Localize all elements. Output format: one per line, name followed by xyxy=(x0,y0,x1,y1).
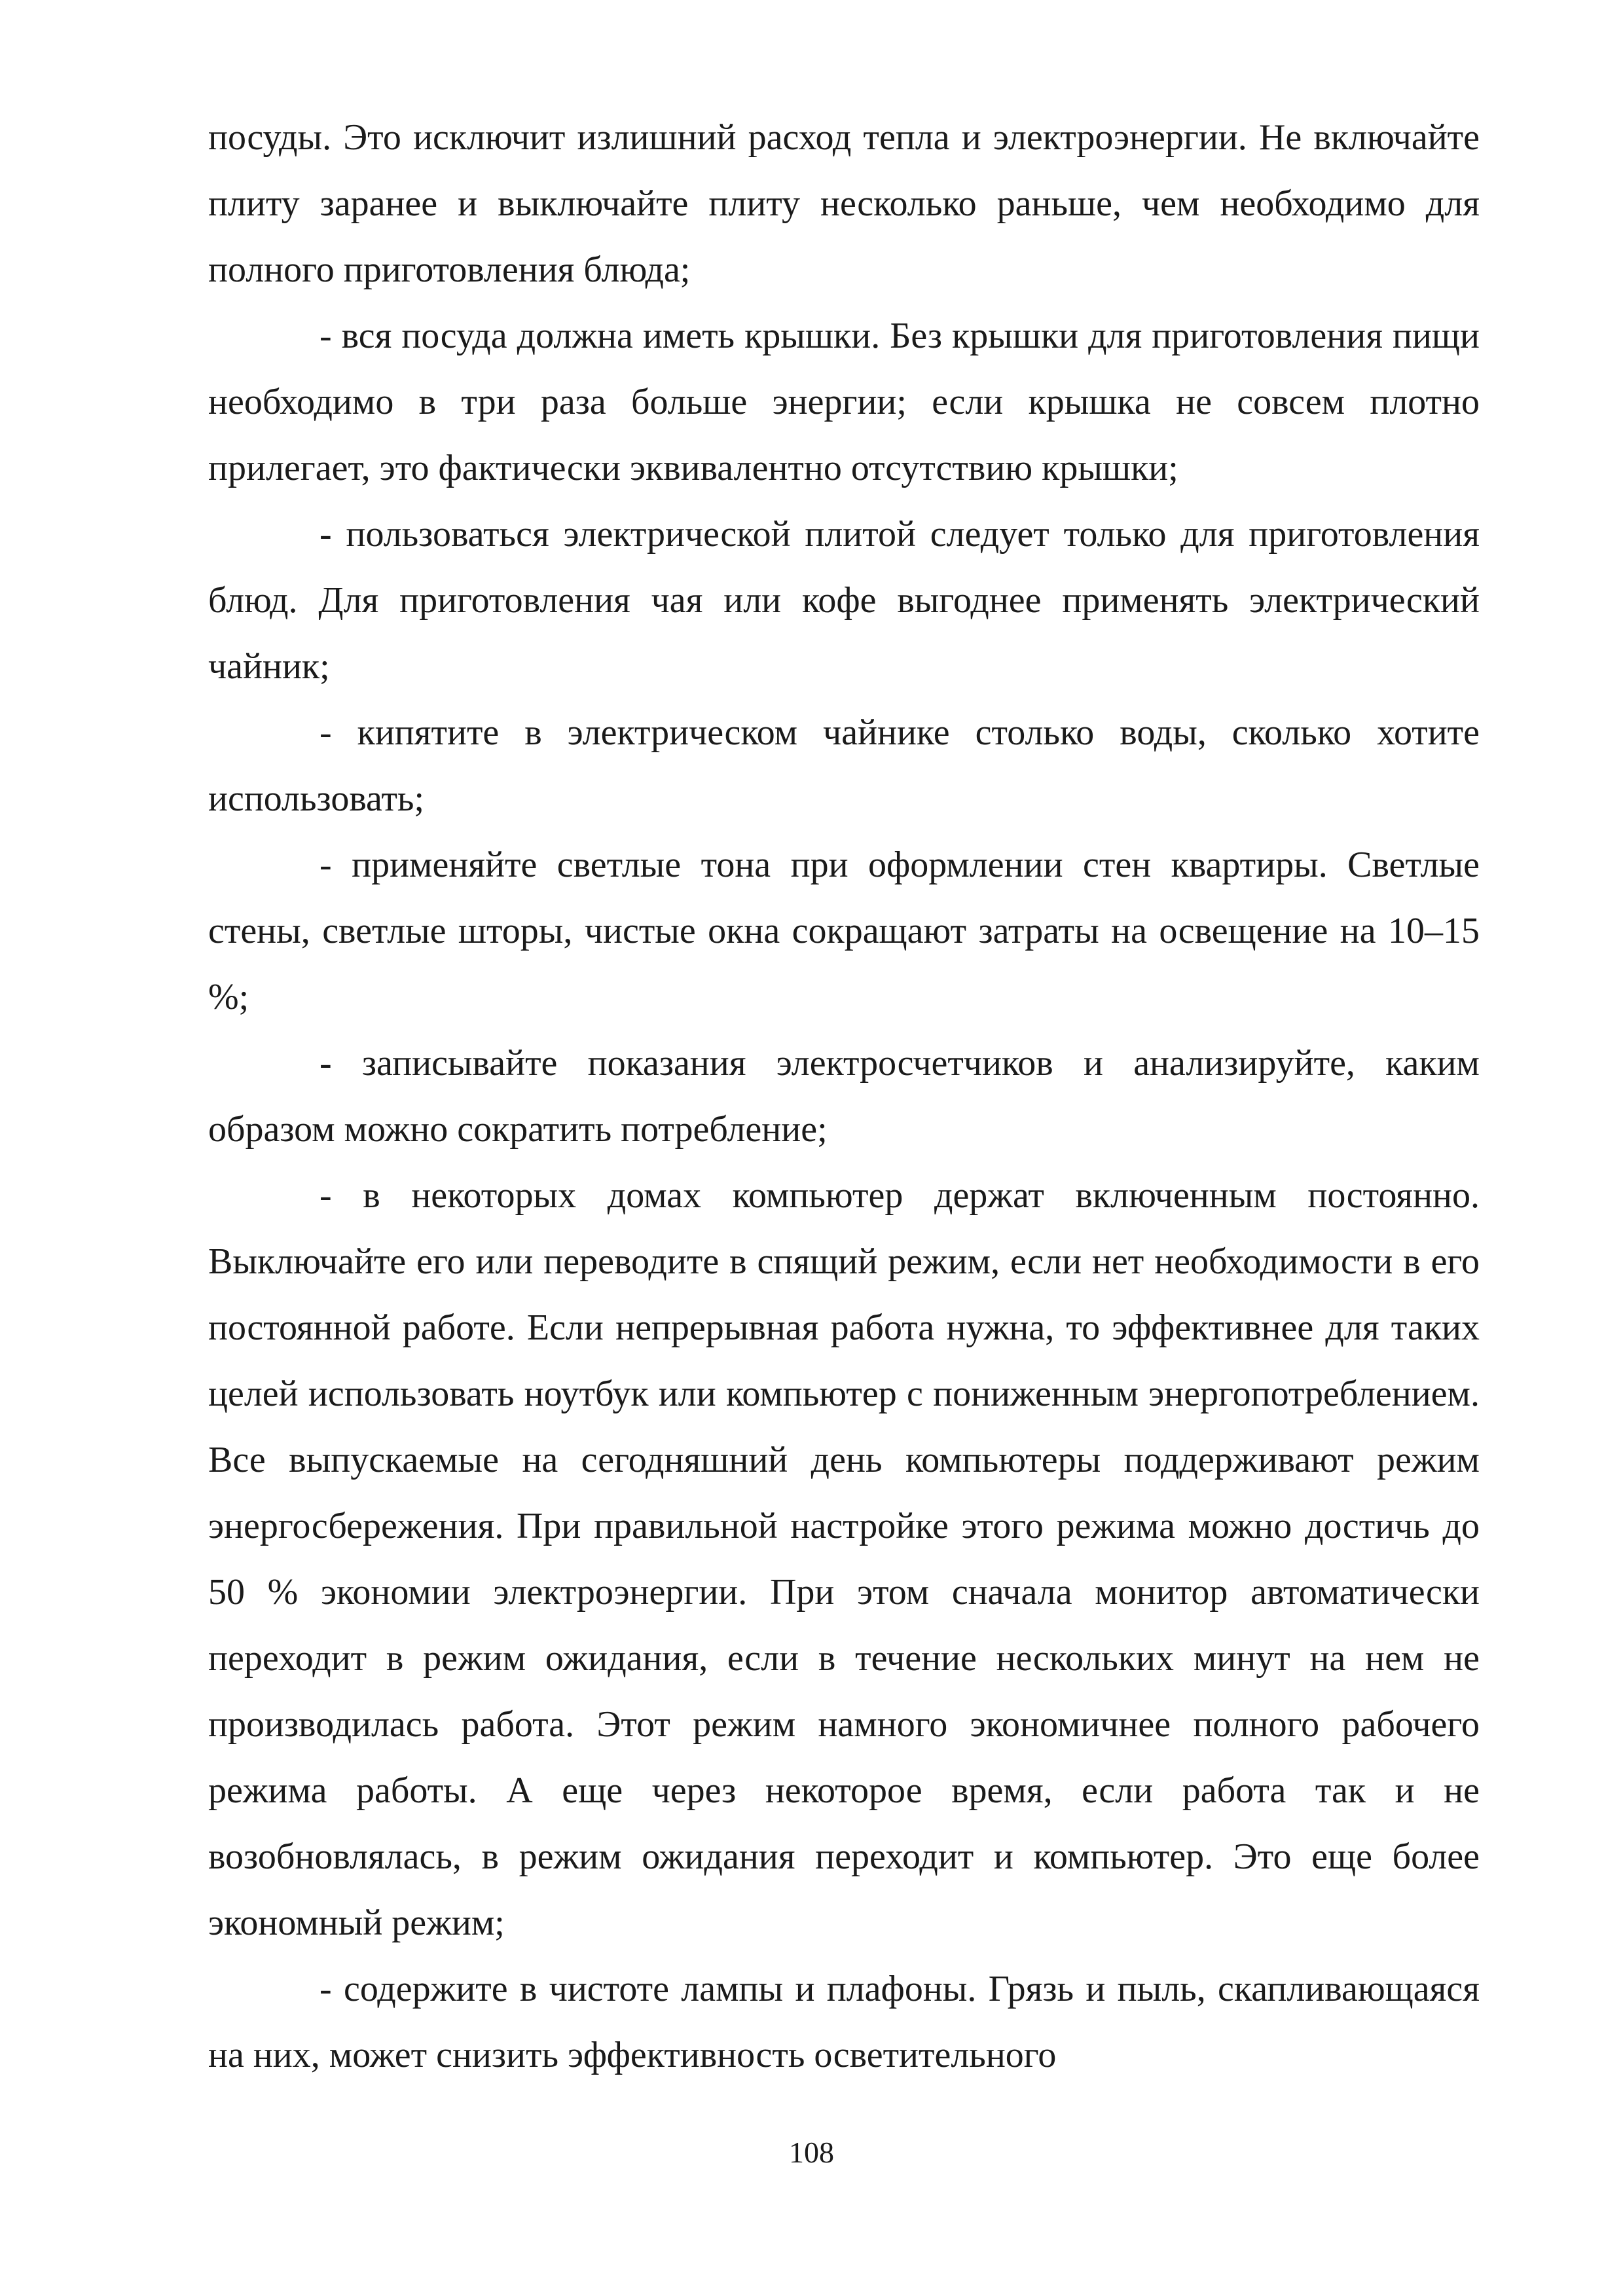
list-item-meter-readings: - записывайте показания электросчетчиков и анализируйте, каким образом можно сократить потребление; xyxy=(208,1043,1480,1150)
page-number: 108 xyxy=(789,2136,834,2169)
list-item-light-walls: - применяйте светлые тона при оформлении стен квартиры. Светлые стены, светлые шторы, чистые окна сокращают затраты на освещение на 10–15 %; xyxy=(208,845,1480,1017)
list-item-computer-sleep: - в некоторых домах компьютер держат включенным постоянно. Выключайте его или переводите в спящий режим, если нет необходимости в его постоянной работе. Если непрерывная работа нужна, то эффективнее для таких целей использовать ноутбук или компьютер с пониженным энергопотреблением. Все выпускаемые на сегодняшний день компьютеры поддерживают режим энергосбережения. При правильной настройке этого режима можно достичь до 50 % экономии электроэнергии. При этом сначала монитор автоматически переходит в режим ожидания, если в течение нескольких минут на нем не производилась работа. Этот режим намного экономичнее полного рабочего режима работы. А еще через некоторое время, если работа так и не возобновлялась, в режим ожидания переходит и компьютер. Это еще более экономный режим; xyxy=(208,1175,1480,1943)
list-item-kettle: - кипятите в электрическом чайнике столько воды, сколько хотите использовать; xyxy=(208,712,1480,819)
page-body xyxy=(208,105,1480,2088)
list-item-electric-stove: - пользоваться электрической плитой следует только для приготовления блюд. Для приготовления чая или кофе выгоднее применять электрический чайник; xyxy=(208,514,1480,687)
list-item-clean-lamps: - содержите в чистоте лампы и плафоны. Грязь и пыль, скапливающаяся на них, может снизить эффективность осветительного xyxy=(208,1969,1480,2075)
paragraph-continuation: посуды. Это исключит излишний расход тепла и электроэнергии. Не включайте плиту заранее и выключайте плиту несколько раньше, чем необходимо для полного приготовления блюда; xyxy=(208,117,1480,290)
list-item-cookware-lids: - вся посуда должна иметь крышки. Без крышки для приготовления пищи необходимо в три раза больше энергии; если крышка не совсем плотно прилегает, это фактически эквивалентно отсутствию крышки; xyxy=(208,316,1480,488)
